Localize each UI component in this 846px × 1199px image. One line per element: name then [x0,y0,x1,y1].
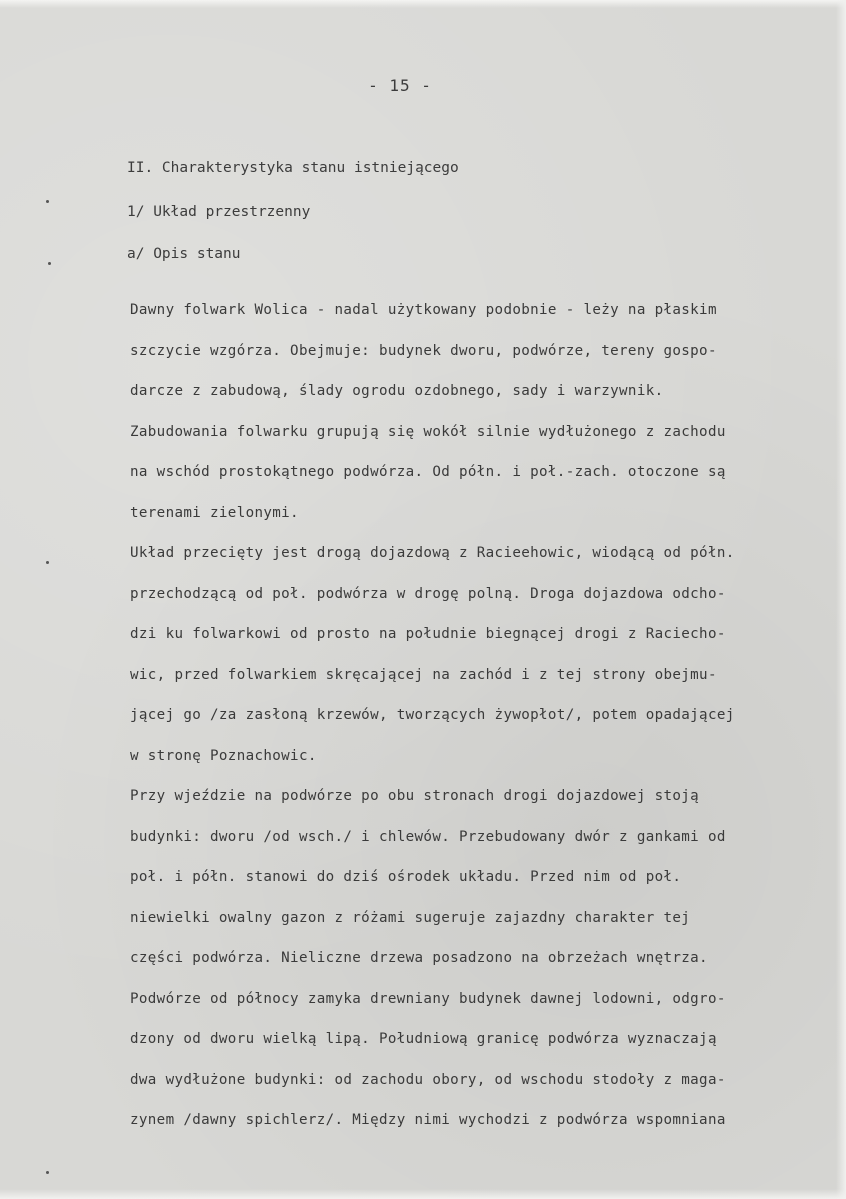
section-heading: II. Charakterystyka stanu istniejącego [127,160,459,176]
text-line: w stronę Poznachowic. [130,747,317,764]
text-line: niewielki owalny gazon z różami sugeruje zajazdny charakter tej [130,909,691,926]
text-line: wic, przed folwarkiem skręcającej na zachód i z tej strony obejmu- [130,666,717,683]
text-line: części podwórza. Nieliczne drzewa posadzono na obrzeżach wnętrza. [130,950,708,966]
body-text [130,300,830,1151]
text-line: przechodzącą od poł. podwórza w drogę polną. Droga dojazdowa odcho- [130,585,726,602]
text-line: Przy wjeździe na podwórze po obu stronach drogi dojazdowej stoją [130,788,700,804]
margin-speck [46,1171,49,1174]
text-line: na wschód prostokątnego podwórza. Od półn. i poł.-zach. otoczone są [130,464,726,480]
text-line: Zabudowania folwarku grupują się wokół silnie wydłużonego z zachodu [130,423,726,440]
page-number: - 15 - [368,76,432,95]
sheet-edge-right [836,0,846,1199]
sheet-edge-bottom [0,1189,846,1199]
text-line: poł. i półn. stanowi do dziś ośrodek układu. Przed nim od poł. [130,869,682,885]
text-line: jącej go /za zasłoną krzewów, tworzących żywopłot/, potem opadającej [130,707,735,723]
text-line: Układ przecięty jest drogą dojazdową z Racieehowic, wiodącą od półn. [130,545,735,561]
sheet-edge-top [0,0,846,8]
margin-speck [48,262,51,265]
text-line: szczycie wzgórza. Obejmuje: budynek dworu, podwórze, tereny gospo- [130,342,717,359]
subsection-heading: 1/ Układ przestrzenny [127,204,311,220]
text-line: Dawny folwark Wolica - nadal użytkowany podobnie - leży na płaskim [130,302,717,318]
text-line: Podwórze od północy zamyka drewniany budynek dawnej lodowni, odgro- [130,990,726,1007]
text-line: dwa wydłużone budynki: od zachodu obory, od wschodu stodoły z maga- [130,1071,726,1088]
text-line: dzony od dworu wielką lipą. Południową granicę podwórza wyznaczają [130,1031,717,1047]
subsubsection-heading: a/ Opis stanu [127,246,241,262]
text-line: dzi ku folwarkowi od prosto na południe biegnącej drogi z Raciecho- [130,626,726,642]
text-line: darcze z zabudową, ślady ogrodu ozdobnego, sady i warzywnik. [130,383,664,399]
margin-speck [46,200,49,203]
text-line: zynem /dawny spichlerz/. Między nimi wychodzi z podwórza wspomniana [130,1112,726,1128]
text-line: terenami zielonymi. [130,504,299,521]
margin-speck [46,561,49,564]
text-line: budynki: dworu /od wsch./ i chlewów. Przebudowany dwór z gankami od [130,828,726,845]
